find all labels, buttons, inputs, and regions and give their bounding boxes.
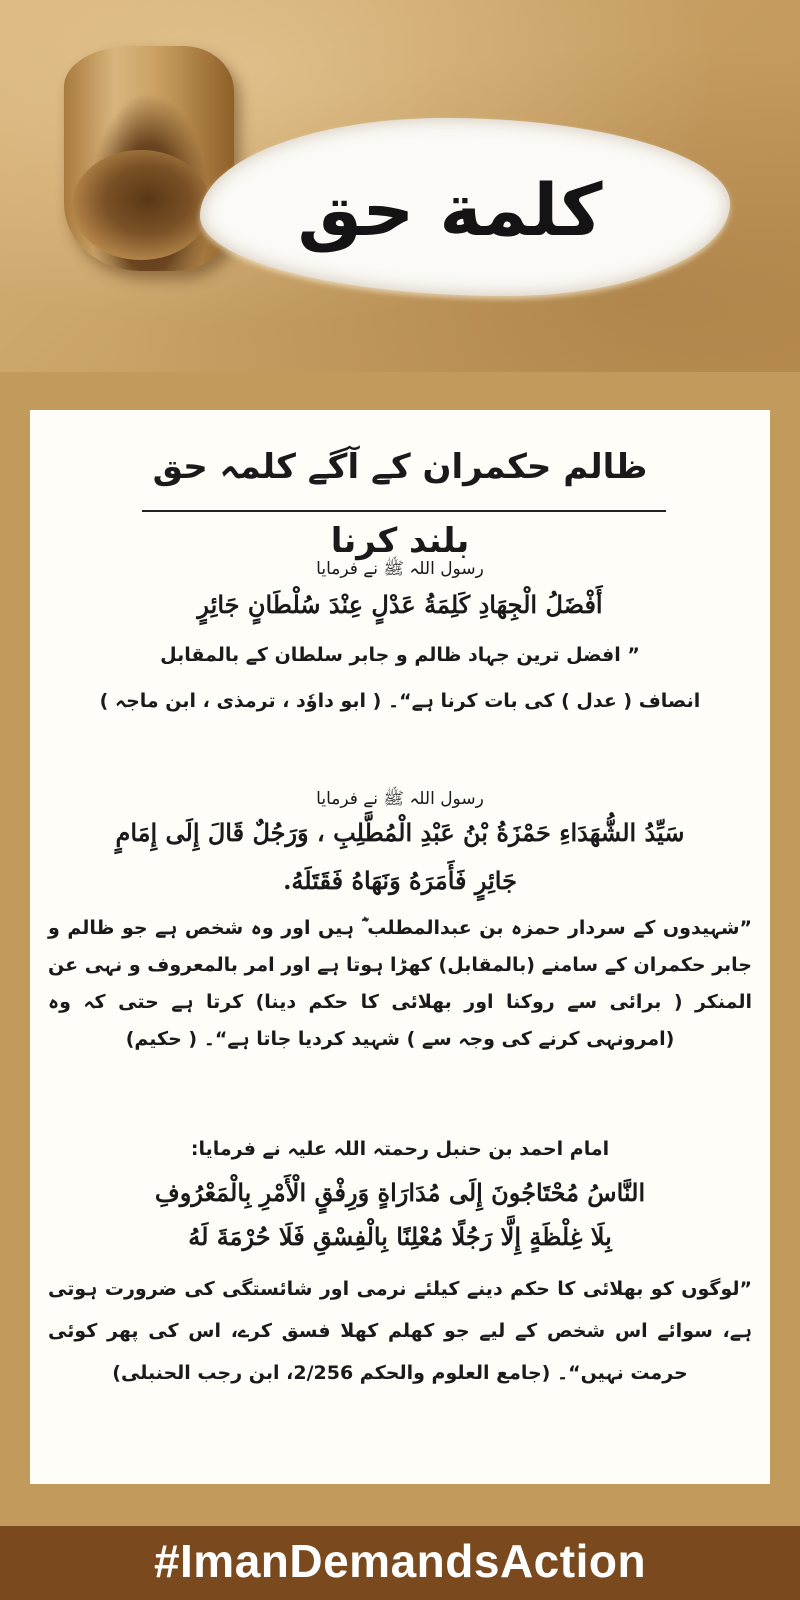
section3-urdu: ”لوگوں کو بھلائی کا حکم دینے کیلئے نرمی اور شائستگی کی ضرورت ہوتی ہے، سوائے اس شخص کے لیے جو کھلم کھلا فسق کرے، اس کی پھر کوئی حرمت نہیں“۔ (جامع العلوم والحکم 2/256، ابن رجب الحنبلی): [48, 1278, 752, 1384]
section3-arabic-line2: بِلَا غِلْظَةٍ إِلَّا رَجُلًا مُعْلِنًا بِالْفِسْقِ فَلَا حُرْمَةَ لَهُ: [188, 1222, 612, 1251]
header-title: كلمة حق: [297, 168, 603, 252]
paper-header: [0, 0, 800, 372]
section2-intro: رسول اللہ ﷺ نے فرمایا: [316, 789, 484, 809]
footer-banner: [0, 1526, 800, 1600]
section1-arabic: أَفْضَلُ الْجِهَادِ كَلِمَةُ عَدْلٍ عِنْدَ سُلْطَانٍ جَائِرٍ: [197, 590, 603, 619]
section3-arabic-line1: النَّاسُ مُحْتَاجُونَ إِلَى مُدَارَاةٍ وَرِفْقٍ الْأَمْرِ بِالْمَعْرُوفِ: [154, 1178, 646, 1207]
section1-urdu-line1: ” افضل ترین جہاد ظالم و جابر سلطان کے بالمقابل: [160, 644, 640, 666]
footer-hashtag[interactable]: #ImanDemandsAction: [153, 1535, 647, 1587]
content-card: [30, 410, 770, 1484]
section2-urdu: ”شہیدوں کے سردار حمزہ بن عبدالمطلب ؓ ہیں اور وہ شخص ہے جو ظالم و جابر حکمران کے سامنے (بالمقابل) کھڑا ہوتا ہے اور امر بالمعروف و نہی عن المنکر ( برائی سے روکنا اور بھلائی کا حکم دینا) کرتا ہے حتی کہ وہ (امرونہی کرنے کی وجہ سے ) شہید کردیا جاتا ہے“۔ ( حکیم): [48, 917, 752, 1050]
section2-arabic-line2: جَائِرٍ فَأَمَرَهُ وَنَهَاهُ فَقَتَلَهُ.: [283, 866, 517, 895]
section2-arabic-line1: سَيِّدُ الشُّهَدَاءِ حَمْزَةُ بْنُ عَبْدِ الْمُطَّلِبِ ، وَرَجُلٌ قَالَ إِلَى إِمَامٍ: [115, 818, 685, 847]
section1-intro: رسول اللہ ﷺ نے فرمایا: [316, 559, 484, 579]
section3-intro: امام احمد بن حنبل رحمتہ اللہ علیہ نے فرمایا:: [190, 1138, 610, 1160]
title-underline: [142, 510, 666, 512]
card-title: ظالم حکمران کے آگے کلمہ حق بلند کرنا: [152, 447, 648, 561]
paper-roll-shadow: [72, 150, 210, 260]
section1-urdu-line2: انصاف ( عدل ) کی بات کرنا ہے“۔ ( ابو داوٗد ، ترمذی ، ابن ماجہ ): [99, 690, 701, 712]
